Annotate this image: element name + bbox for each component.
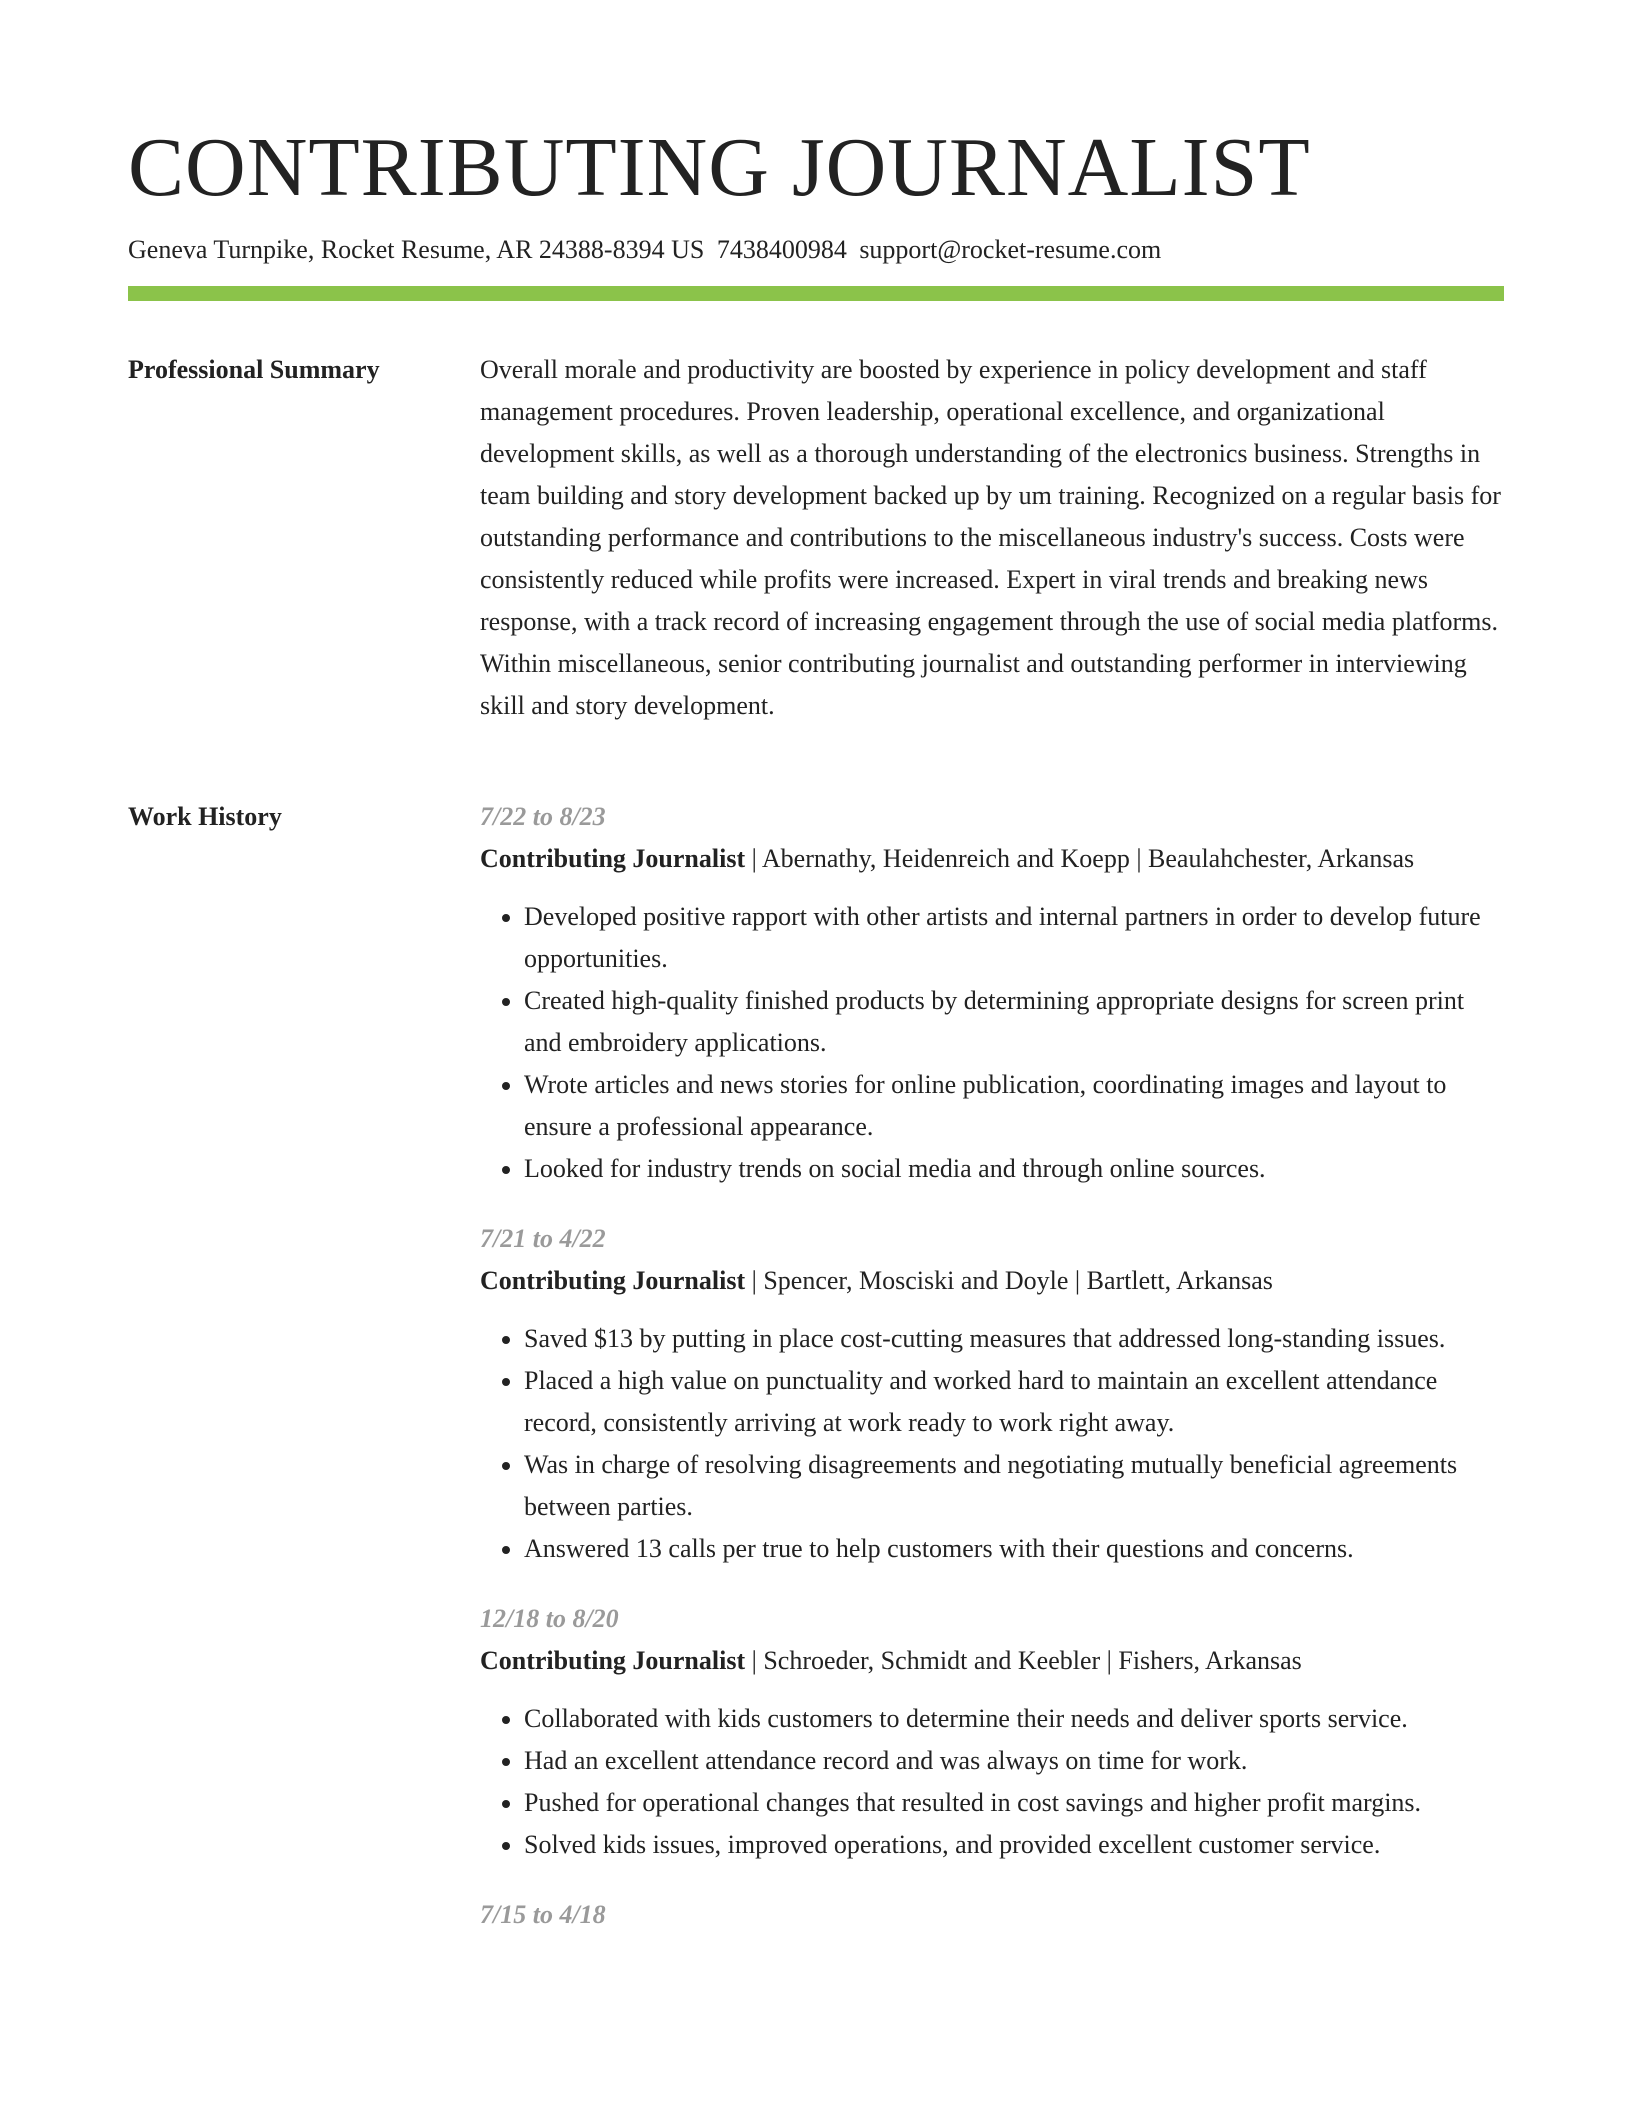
job-heading: [480, 838, 1504, 880]
job-bullet-list: [480, 1698, 1504, 1866]
job-bullet: • Placed a high value on punctuality and worked hard to maintain an excellent attendance record, consistently arriving at work ready to work right away.: [524, 1360, 1504, 1444]
job-bullet: • Had an excellent attendance record and was always on time for work.: [524, 1740, 1504, 1782]
job-bullet: • Created high-quality finished products by determining appropriate designs for screen print and embroidery applications.: [524, 980, 1504, 1064]
job-entry: [480, 1894, 1504, 1936]
job-bullet: • Pushed for operational changes that resulted in cost savings and higher profit margins.: [524, 1782, 1504, 1824]
summary-text: Overall morale and productivity are boosted by experience in policy development and staff management procedures. Proven leadership, operational excellence, and organizational development skills, as well as a thorough understanding of the electronics business. Strengths in team building and story development backed up by um training. Recognized on a regular basis for outstanding performance and contributions to the miscellaneous industry's success. Costs were consistently reduced while profits were increased. Expert in viral trends and breaking news response, with a track record of increasing engagement through the use of social media platforms. Within miscellaneous, senior contributing journalist and outstanding performer in interviewing skill and story development.: [480, 355, 1501, 720]
contact-address: Geneva Turnpike, Rocket Resume, AR 24388-8394 US: [128, 235, 705, 264]
job-dates: 7/22 to 8/23: [480, 802, 606, 831]
job-entry: [480, 1218, 1504, 1570]
work-history-heading: Work History: [128, 802, 282, 831]
contact-email[interactable]: support@rocket-resume.com: [859, 235, 1162, 264]
summary-body: [480, 349, 1504, 727]
job-title: Contributing Journalist: [480, 1646, 746, 1675]
job-bullet-list: [480, 896, 1504, 1190]
job-dates: 7/21 to 4/22: [480, 1224, 606, 1253]
job-employer-location: | Spencer, Mosciski and Doyle | Bartlett, Arkansas: [745, 1266, 1273, 1295]
job-dates: 12/18 to 8/20: [480, 1604, 619, 1633]
job-bullet: • Solved kids issues, improved operations, and provided excellent customer service.: [524, 1824, 1504, 1866]
job-bullet-list: [480, 1318, 1504, 1570]
job-title: Contributing Journalist: [480, 844, 746, 873]
job-bullet: • Developed positive rapport with other artists and internal partners in order to develop future opportunities.: [524, 896, 1504, 980]
work-history-body: [480, 796, 1504, 1964]
contact-phone: 7438400984: [716, 235, 847, 264]
job-heading: [480, 1640, 1504, 1682]
job-employer-location: | Abernathy, Heidenreich and Koepp | Beaulahchester, Arkansas: [745, 844, 1415, 873]
job-title: Contributing Journalist: [480, 1266, 746, 1295]
contact-line: [128, 230, 1161, 270]
job-bullet: • Wrote articles and news stories for online publication, coordinating images and layout to ensure a professional appearance.: [524, 1064, 1504, 1148]
job-entry: [480, 1598, 1504, 1866]
job-bullet: • Saved $13 by putting in place cost-cutting measures that addressed long-standing issues.: [524, 1318, 1504, 1360]
job-heading: [480, 1260, 1504, 1302]
summary-heading: Professional Summary: [128, 355, 380, 384]
job-employer-location: | Schroeder, Schmidt and Keebler | Fishers, Arkansas: [745, 1646, 1302, 1675]
job-bullet: • Collaborated with kids customers to determine their needs and deliver sports service.: [524, 1698, 1504, 1740]
resume-title: CONTRIBUTING JOURNALIST: [128, 121, 1311, 214]
job-bullet: • Was in charge of resolving disagreements and negotiating mutually beneficial agreements between parties.: [524, 1444, 1504, 1528]
job-bullet: • Answered 13 calls per true to help customers with their questions and concerns.: [524, 1528, 1504, 1570]
job-entry: [480, 796, 1504, 1190]
job-bullet: • Looked for industry trends on social media and through online sources.: [524, 1148, 1504, 1190]
job-dates: 7/15 to 4/18: [480, 1900, 606, 1929]
header-divider: [128, 286, 1504, 301]
